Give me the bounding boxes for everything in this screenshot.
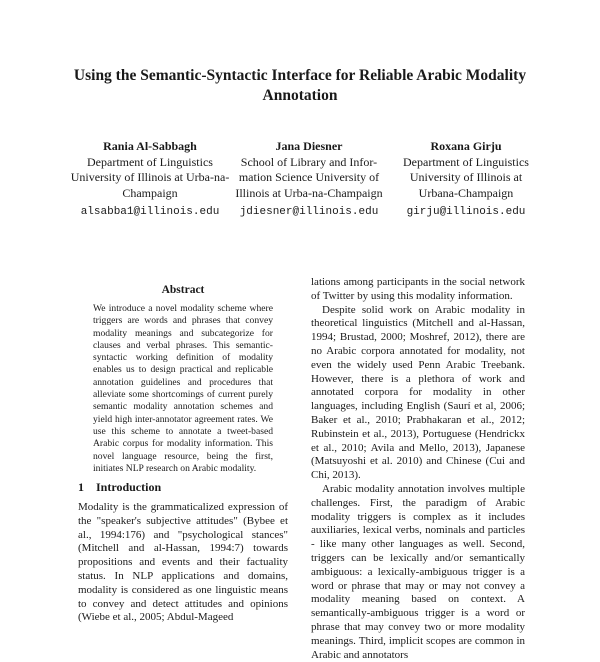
author-affiliation: Department of Linguistics University of Illinois at Urba-na-Champaign — [70, 154, 230, 200]
section-title: Introduction — [96, 480, 162, 494]
author-affiliation: Department of Linguistics University of Illinois at Urbana-Champaign — [403, 154, 529, 200]
paragraph: lations among participants in the social network of Twitter by using this modality information. — [311, 276, 525, 302]
author-block-2 — [228, 139, 390, 221]
author-name: Rania Al-Sabbagh — [103, 139, 197, 153]
author-email[interactable]: girju@illinois.edu — [406, 206, 526, 218]
section-number: 1 — [78, 480, 84, 494]
author-block-3 — [392, 139, 540, 221]
abstract-text: We introduce a novel modality scheme where triggers are words and phrases that convey modality meanings and subcategorize for clauses and verbal phrases. This semantic-syntactic working definition of modality enables us to design practical and replicable annotation guidelines and procedures that alleviate some shortcomings of current purely semantic modality annotation schemes and yield high inter-annotator agreement rates. We use this scheme to annotate a tweet-based Arabic corpus for modality information. This novel language resource, being the first, initiates NLP research on Arabic modality. — [93, 303, 273, 474]
author-email[interactable]: jdiesner@illinois.edu — [239, 206, 379, 218]
paragraph: Despite solid work on Arabic modality in theoretical linguistics (Mitchell and al-Hassan, 1994; Brustad, 2000; Moshref, 2012), there are no Arabic corpora annotated for modality, not even the widely used Penn Arabic Treebank. However, there is a plethora of work and annotated corpora for modality in other languages, including English (Saurí et al, 2006; Baker et al., 2010; Prabhakaran et al., 2012; Rubinstein et al., 2013), Portuguese (Hendrickx et al., 2010; Avila and Mello, 2013), Japanese (Matsuyoshi et al. 2010) and Chinese (Cui and Chi, 2013). — [311, 303, 525, 482]
author-affiliation: School of Library and Infor-mation Science University of Illinois at Urba-na-Champaign — [235, 154, 383, 200]
author-block-1 — [70, 139, 230, 221]
section-heading — [78, 480, 161, 495]
paragraph: Arabic modality annotation involves multiple challenges. First, the paradigm of Arabic modality triggers is complex as it includes auxiliaries, lexical verbs, nominals and particles - like many other languages as well. Second, triggers can be lexically and/or semantically ambiguous: a lexically-ambiguous trigger is a word or phrase that may or may not convey a modality meaning based on context. A semantically-ambiguous trigger is a word or phrase that may convey two or more modality meanings. Third, implicit scopes are common in Arabic and annotators — [311, 482, 525, 661]
right-column — [311, 276, 525, 662]
abstract-heading: Abstract — [161, 284, 205, 296]
introduction-text: Modality is the grammaticalized expression of the "speaker's subjective attitudes" (Bybee et al., 1994:176) and "psychological stances" (Mitchell and al-Hassan, 1994:7) towards propositions and events and their factuality status. In NLP applications and domains, modality is considered as one linguistic means to convey and detect attitudes and opinions (Wiebe et al., 2005; Abdul-Mageed — [78, 501, 288, 624]
paper-title: Using the Semantic-Syntactic Interface for Reliable Arabic Modality Annotation — [73, 67, 527, 104]
author-email[interactable]: alsabba1@illinois.edu — [80, 206, 220, 218]
author-name: Jana Diesner — [275, 139, 343, 153]
author-name: Roxana Girju — [430, 139, 502, 153]
